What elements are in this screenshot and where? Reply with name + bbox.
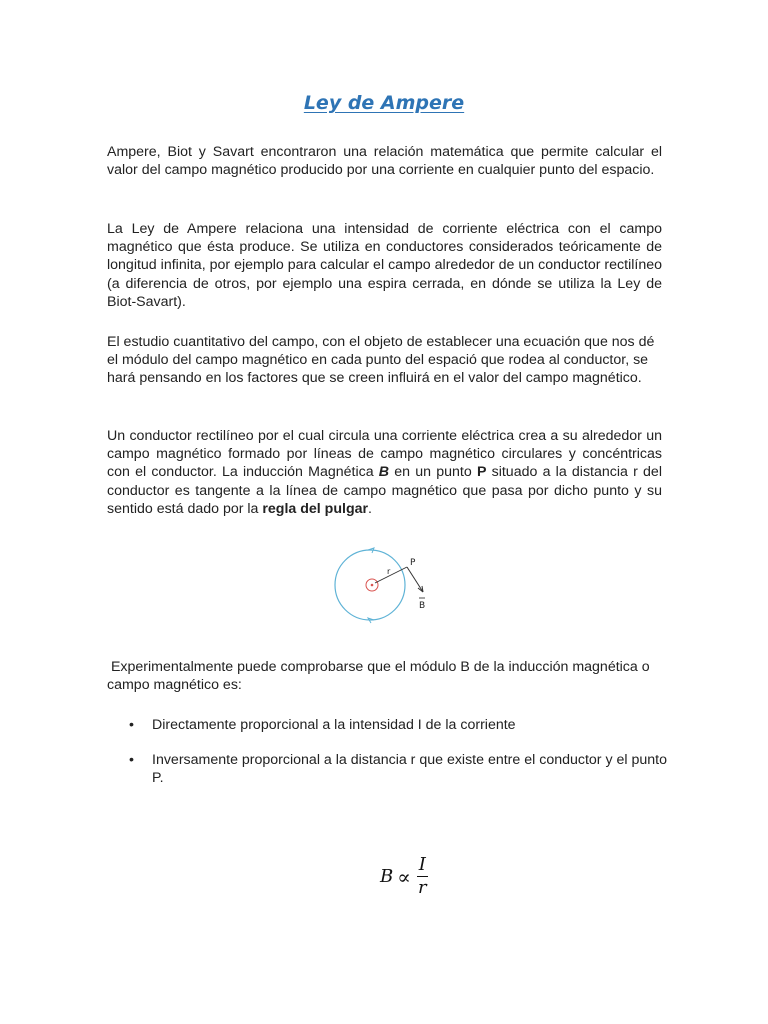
bullet-glyph: • xyxy=(129,717,134,733)
paragraph-intro: Ampere, Biot y Savart encontraron una relación matemática que permite calcular el valor del campo magnético producido por una corriente en cualquier punto del espacio. xyxy=(107,144,662,179)
magnetic-field-diagram xyxy=(330,545,440,625)
paragraph-quantitative-study: El estudio cuantitativo del campo, con el objeto de establecer una ecuación que nos dé el módulo del campo magnético en cada punto del espació que rodea al conductor, se hará pensando en los factores que se creen influirá en el valor del campo magnético. xyxy=(107,334,655,387)
field-line-circle xyxy=(335,550,405,620)
b-vector-line xyxy=(407,567,423,592)
formula-numerator: I xyxy=(418,854,426,875)
p4-text-3: situado a la distancia r del conductor es tangente a la línea de campo magnético que pasa por dicho punto y su sentido está dado por la xyxy=(107,464,662,517)
label-p: P xyxy=(410,558,416,568)
document-title: Ley de Ampere xyxy=(303,92,465,114)
proportional-symbol: ∝ xyxy=(397,864,411,889)
right-hand-rule-text: regla del pulgar xyxy=(262,500,369,517)
list-item-text: Inversamente proporcional a la distancia r que existe entre el conductor y el punto P. xyxy=(152,752,667,787)
paragraph-ampere-law: La Ley de Ampere relaciona una intensidad de corriente eléctrica con el campo magnético que ésta produce. Se utiliza en conductores considerados teóricamente de longitud infinita, por ejemplo para calcular el campo alrededor de un conductor rectilíneo (a diferencia de otros, por ejemplo una espira cerrada, en dónde se utiliza la Ley de Biot-Savart). xyxy=(107,221,662,310)
paragraph-experimental: Experimentalmente puede comprobarse que el módulo B de la inducción magnética o campo magnético es: xyxy=(107,659,654,694)
formula-fraction xyxy=(417,856,428,897)
proportionality-formula xyxy=(380,856,428,897)
p4-text-4: . xyxy=(368,500,372,517)
p4-text-2: en un punto xyxy=(389,464,477,481)
b-symbol: B xyxy=(378,464,390,481)
p4-text-1: Un conductor rectilíneo por el cual circula una corriente eléctrica crea a su alrededor un campo magnético formado por líneas de campo magnético circulares y concéntricas con el conductor. La inducción Magnética xyxy=(107,428,662,481)
conductor-dot xyxy=(371,584,374,587)
list-item-text: Directamente proporcional a la intensidad I de la corriente xyxy=(152,717,516,733)
p-symbol: P xyxy=(476,464,487,481)
label-r: r xyxy=(387,567,391,576)
paragraph-rectilinear-conductor xyxy=(107,427,662,518)
label-b: B xyxy=(419,601,426,611)
properties-list xyxy=(107,716,667,805)
radius-line xyxy=(375,567,407,583)
list-item xyxy=(107,716,667,734)
list-item xyxy=(107,751,667,787)
formula-denominator: r xyxy=(418,877,427,898)
formula-lhs: B xyxy=(380,866,394,887)
bullet-glyph: • xyxy=(129,752,134,769)
